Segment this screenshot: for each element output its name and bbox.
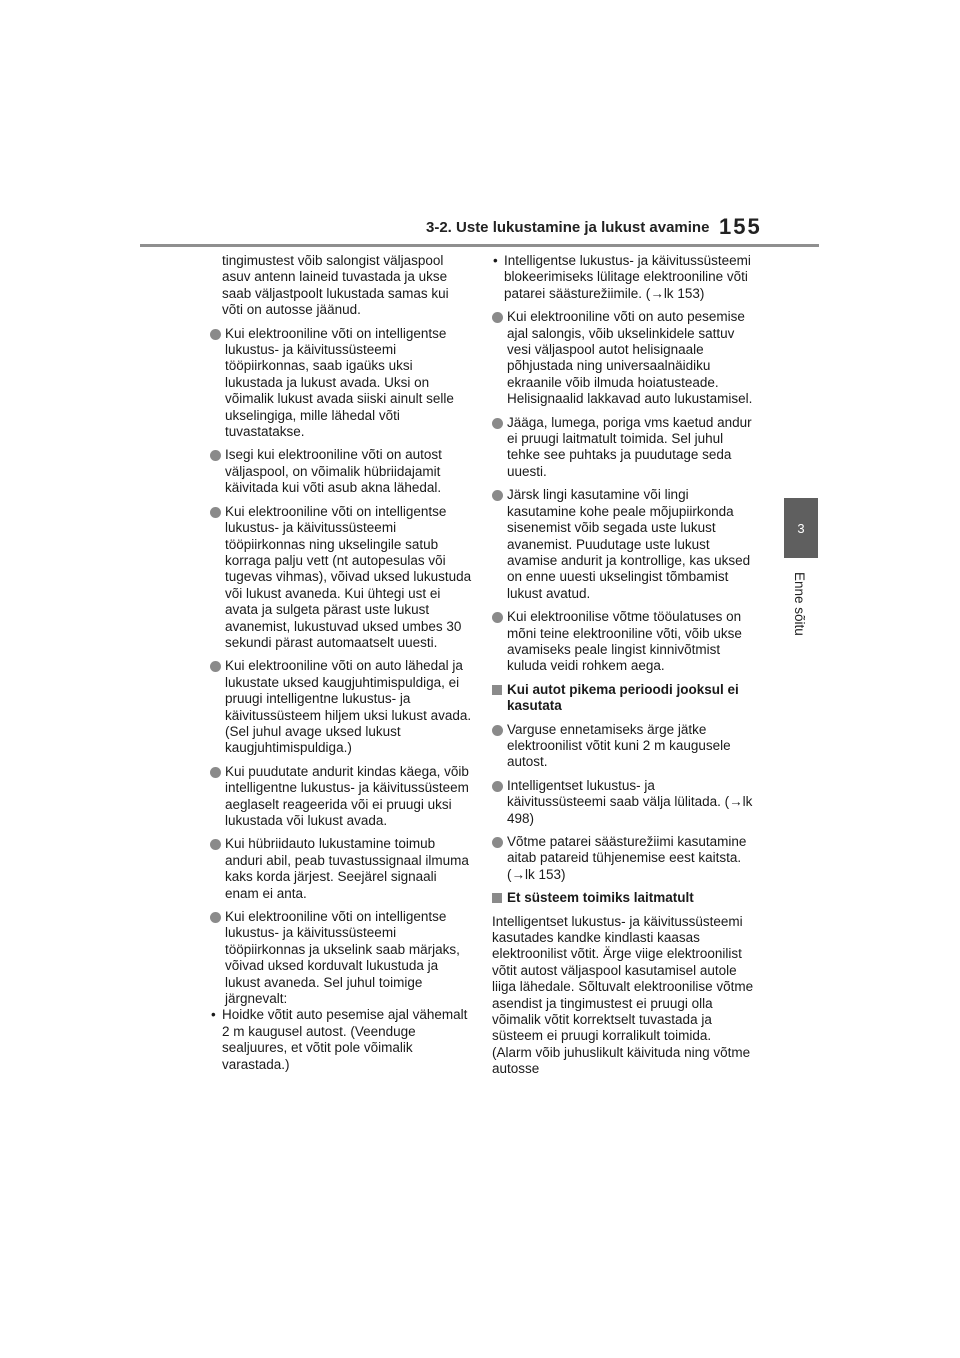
section-heading: [492, 682, 754, 715]
bullet-text: Kui hübriidauto lukustamine toimub anduri abil, peab tuvastussignaal ilmuma kaks korda järjest. Seejärel signaali enam ei anta.: [225, 836, 469, 901]
bullet-item: [492, 487, 754, 602]
bullet-dot-icon: [492, 837, 503, 848]
bullet-item: [492, 415, 754, 481]
bullet-text: Kui elektrooniline võti on intelligentse lukustus- ja käivitussüsteemi tööpiirkonnas ja ukselink saab märjaks, võivad uksed korduvalt lukustuda ja lukust avaneda. Sel juhul toimige järgnevalt:: [225, 909, 460, 1007]
text-segment: Intelligentse lukustus- ja käivitussüsteemi blokeerimiseks lülitage elektrooniline võti patarei säästurežiimile. (: [504, 253, 751, 301]
bullet-text: Isegi kui elektrooniline võti on autost väljaspool, on võimalik hübriidajamit käivitada kui võti asub akna lähedal.: [225, 447, 442, 496]
page-number: 155: [719, 214, 762, 239]
arrow-icon: →: [511, 866, 525, 882]
page-reference-link[interactable]: lk 498): [507, 794, 753, 826]
bullet-dot-icon: [210, 767, 221, 778]
bullet-item: [492, 722, 754, 771]
text-segment: Intelligentset lukustus- ja käivitussüsteemi saab välja lülitada. (: [507, 777, 730, 810]
right-column: [492, 253, 754, 1078]
chapter-number: 3: [797, 520, 805, 536]
sub-list-item: [210, 1007, 472, 1073]
bullet-item: [210, 764, 472, 830]
bullet-dot-icon: [492, 418, 503, 429]
bullet-item: [210, 447, 472, 496]
bullet-dot-icon: [210, 329, 221, 340]
bullet-item: [492, 834, 754, 883]
chapter-tab[interactable]: [784, 498, 818, 558]
bullet-text: Kui elektrooniline võti on auto lähedal ja lukustate uksed kaugjuhtimispuldiga, ei pruugi intelligentne lukustus- ja käivitussüsteem hiljem uksi lukust avada. (Sel juhul avage uksed lukust kaugjuhtimispuldiga.): [225, 658, 472, 756]
sub-list-item: [492, 253, 754, 302]
bullet-text: Järsk lingi kasutamine või lingi kasutamine kohe peale mõjupiirkonda sisenemist võib segada uste lukust avanemist. Puudutage uste lukust avamise andurit ja kontrollige, kas uksed on enne uuesti ukselingist tõmbamist lukust avatud.: [507, 487, 751, 601]
bullet-item: [210, 326, 472, 441]
section-title: 3-2. Uste lukustamine ja lukust avamine: [426, 219, 710, 236]
arrow-icon: →: [650, 285, 664, 301]
bullet-text: Kui puudutate andurit kindas käega, võib intelligentne lukustus- ja käivitussüsteem aeglaselt reageerida või ei pruugi uksi lukustada või lukust avada.: [225, 763, 469, 828]
bullet-dot-icon: [492, 312, 503, 323]
heading-text: Et süsteem toimiks laitmatult: [507, 890, 694, 906]
arrow-icon: →: [729, 794, 743, 810]
bullet-item: [210, 504, 472, 652]
bullet-item: [492, 309, 754, 407]
bullet-dot-icon: [492, 725, 503, 736]
bullet-text: Kui elektrooniline võti on intelligentse lukustus- ja käivitussüsteemi tööpiirkonnas, saab igaüks uksi lukustada ja lukust avada. Uksi on võimalik lukust avada siiski ainult selle ukselingiga, mille lähedal võti tuvastatakse.: [225, 325, 454, 440]
page-reference-link[interactable]: lk 153): [663, 285, 705, 301]
bullet-dot-icon: [492, 490, 503, 501]
bullet-dot-icon: [492, 612, 503, 623]
bullet-text: Varguse ennetamiseks ärge jätke elektroonilist võtit kuni 2 m kaugusele autost.: [507, 721, 731, 770]
left-column: [210, 253, 472, 1080]
square-bullet-icon: [492, 685, 502, 695]
body-paragraph: Intelligentset lukustus- ja käivitussüsteemi kasutades kandke kindlasti kaasas elektroonilist võtit. Ärge viige elektroonilist võtit autost väljaspool kasutamisel autole liiga lähedale. Sõltuvalt elektroonilise võtme asendist ja tingimustest ei pruugi olla võimalik võtit korrektselt tuvastada ja süsteem ei pruugi korralikult toimida. (Alarm võib juhuslikult käivituda ning võtme autosse: [492, 913, 754, 1077]
bullet-item: [210, 909, 472, 1007]
bullet-dot-icon: [210, 507, 221, 518]
bullet-dot-icon: [210, 839, 221, 850]
bullet-text: [507, 834, 746, 882]
bullet-text: Kui elektrooniline võti on intelligentse lukustus- ja käivitussüsteemi tööpiirkonnas ning ukselingile satub korraga palju vett (nt autopesulas või tugevas vihmas), võivad uksed lukustuda või lukust avaneda. Kui ühtegi ust ei avata ja sulgeta pärast uste lukust avanemist, lukustuvad uksed umbes 30 sekundi pärast automaatselt uuesti.: [225, 503, 472, 650]
bullet-dot-icon: [492, 781, 503, 792]
bullet-item: [492, 778, 754, 827]
small-bullet-icon: •: [211, 1007, 216, 1023]
bullet-item: [492, 609, 754, 675]
bullet-dot-icon: [210, 661, 221, 672]
continuation-paragraph: tingimustest võib salongist väljaspool asuv antenn laineid tuvastada ja ukse saab väljastpoolt lukustada samas kui võti on autosse jäänud.: [222, 253, 449, 318]
small-bullet-icon: •: [493, 253, 498, 268]
bullet-text: Kui elektroonilise võtme tööulatuses on mõni teine elektrooniline võti, võib ukse avamiseks peale lingist kinnivõtmist kuluda veidi rohkem aega.: [507, 609, 742, 674]
bullet-item: [210, 658, 472, 756]
square-bullet-icon: [492, 893, 502, 903]
bullet-text: [507, 778, 752, 826]
page-reference-link[interactable]: lk 153): [525, 866, 566, 882]
sub-list-text: [504, 253, 751, 301]
heading-text: Kui autot pikema perioodi jooksul ei kasutata: [507, 681, 739, 714]
bullet-text: Jääga, lumega, poriga vms kaetud andur ei pruugi laitmatult toimida. Sel juhul tehke see puhtaks ja puudutage seda uuesti.: [507, 414, 752, 479]
section-heading: [492, 890, 754, 906]
sub-list-text: Hoidke võtit auto pesemise ajal vähemalt 2 m kaugusel autost. (Veenduge sealjuures, et võtit pole võimalik varastada.): [222, 1007, 468, 1072]
bullet-dot-icon: [210, 450, 221, 461]
header-divider: [140, 244, 819, 247]
bullet-dot-icon: [210, 912, 221, 923]
bullet-item: [210, 836, 472, 902]
bullet-text: Kui elektrooniline võti on auto pesemise ajal salongis, võib ukselinkidele sattuv vesi väljaspool autot helisignaale põhjustada ning universaalnäidiku ekraanile võib ilmuda hoiatusteade. Helisignaalid lakkavad auto lukustamisel.: [507, 309, 753, 407]
text-segment: Võtme patarei säästurežiimi kasutamine aitab patareid tühjenemise eest kaitsta. (: [507, 834, 747, 882]
chapter-label: Enne sõitu: [792, 572, 807, 636]
